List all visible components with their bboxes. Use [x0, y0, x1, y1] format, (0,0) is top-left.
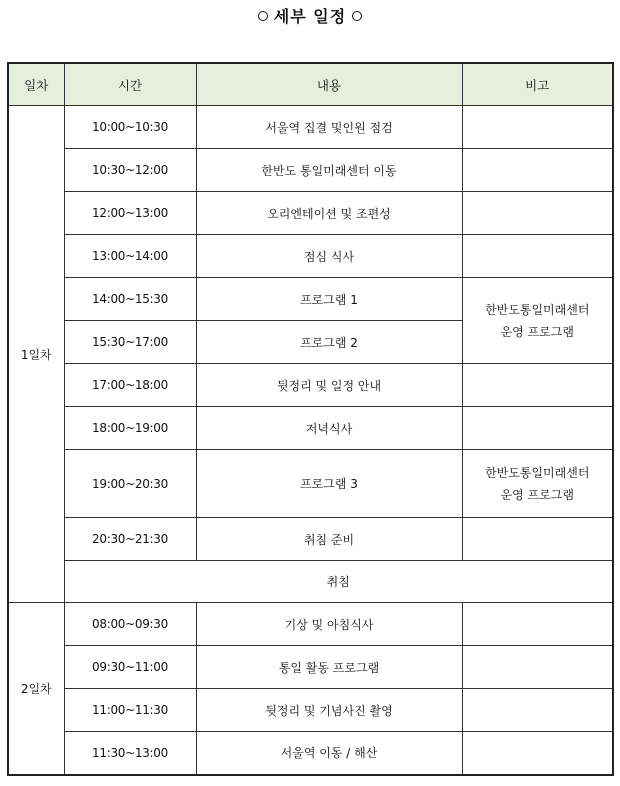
note-line: 운영 프로그램 [500, 487, 574, 502]
note-cell [462, 603, 613, 646]
time-cell: 09:30~11:00 [64, 646, 196, 689]
note-cell [462, 646, 613, 689]
content-cell: 취침 준비 [196, 518, 462, 561]
content-cell: 프로그램 1 [196, 278, 462, 321]
table-row [8, 235, 613, 278]
note-cell [462, 192, 613, 235]
table-row [8, 518, 613, 561]
content-cell: 통일 활동 프로그램 [196, 646, 462, 689]
table-row [8, 603, 613, 646]
table-row [8, 106, 613, 149]
time-cell: 10:30~12:00 [64, 149, 196, 192]
table-row [8, 407, 613, 450]
header-day: 일차 [8, 63, 64, 106]
note-cell [462, 732, 613, 775]
time-cell: 11:00~11:30 [64, 689, 196, 732]
content-cell: 뒷정리 및 기념사진 촬영 [196, 689, 462, 732]
content-cell: 뒷정리 및 일정 안내 [196, 364, 462, 407]
time-cell: 08:00~09:30 [64, 603, 196, 646]
note-cell-program [462, 450, 613, 518]
header-content: 내용 [196, 63, 462, 106]
note-line: 한반도통일미래센터 [485, 302, 590, 317]
note-cell [462, 106, 613, 149]
header-row [8, 63, 613, 106]
time-cell: 17:00~18:00 [64, 364, 196, 407]
circle-bullet-icon [352, 11, 362, 21]
time-cell: 19:00~20:30 [64, 450, 196, 518]
note-cell [462, 364, 613, 407]
content-cell: 기상 및 아침식사 [196, 603, 462, 646]
note-cell [462, 235, 613, 278]
content-cell: 오리엔테이션 및 조편성 [196, 192, 462, 235]
time-cell: 20:30~21:30 [64, 518, 196, 561]
note-cell-program [462, 278, 613, 364]
time-cell: 10:00~10:30 [64, 106, 196, 149]
header-note: 비고 [462, 63, 613, 106]
time-cell: 13:00~14:00 [64, 235, 196, 278]
table-row [8, 732, 613, 775]
day2-label: 2일차 [8, 603, 64, 775]
sleep-cell: 취침 [64, 561, 613, 603]
table-row [8, 192, 613, 235]
table-row [8, 278, 613, 321]
content-cell: 서울역 이동 / 해산 [196, 732, 462, 775]
time-cell: 15:30~17:00 [64, 321, 196, 364]
content-cell: 점심 식사 [196, 235, 462, 278]
note-cell [462, 407, 613, 450]
content-cell: 한반도 통일미래센터 이동 [196, 149, 462, 192]
content-cell: 프로그램 3 [196, 450, 462, 518]
circle-bullet-icon [258, 11, 268, 21]
table-row [8, 364, 613, 407]
note-line: 운영 프로그램 [500, 324, 574, 339]
table-row [8, 450, 613, 518]
day1-label: 1일차 [8, 106, 64, 603]
schedule-table [7, 62, 614, 776]
note-cell [462, 689, 613, 732]
time-cell: 14:00~15:30 [64, 278, 196, 321]
content-cell: 저녁식사 [196, 407, 462, 450]
table-row [8, 561, 613, 603]
note-line: 한반도통일미래센터 [485, 465, 590, 480]
header-time: 시간 [64, 63, 196, 106]
table-row [8, 646, 613, 689]
content-cell: 프로그램 2 [196, 321, 462, 364]
page-title [0, 4, 620, 27]
title-text: 세부 일정 [273, 7, 347, 26]
time-cell: 11:30~13:00 [64, 732, 196, 775]
note-cell [462, 518, 613, 561]
table-row [8, 149, 613, 192]
content-cell: 서울역 집결 및인원 점검 [196, 106, 462, 149]
time-cell: 18:00~19:00 [64, 407, 196, 450]
time-cell: 12:00~13:00 [64, 192, 196, 235]
table-row [8, 689, 613, 732]
note-cell [462, 149, 613, 192]
